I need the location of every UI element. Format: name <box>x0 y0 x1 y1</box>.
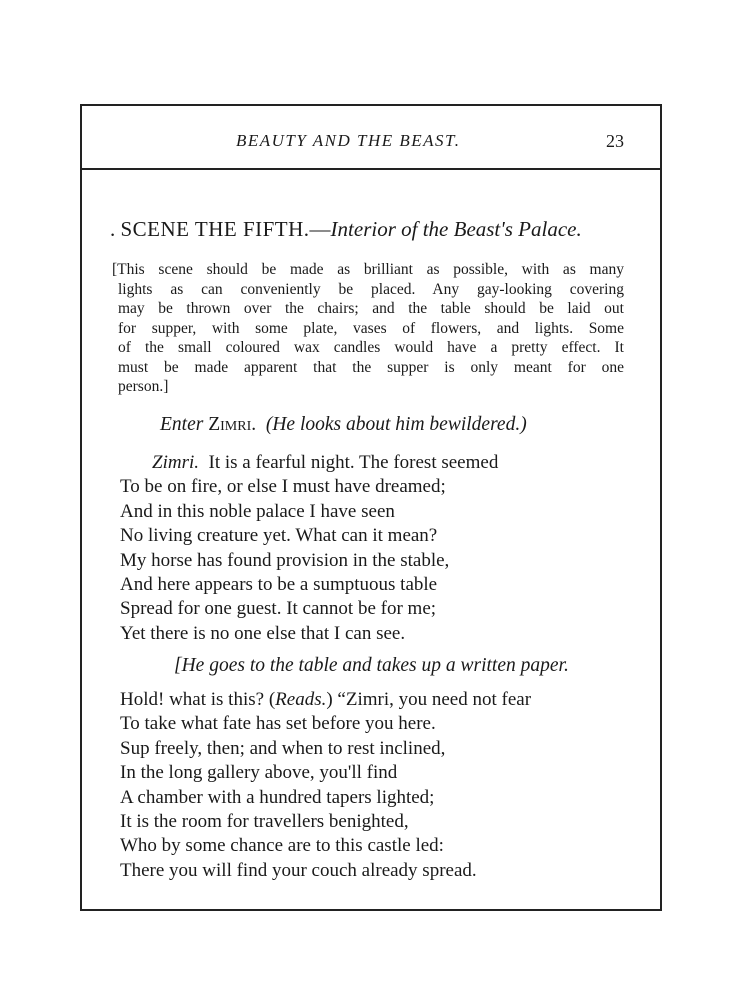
verse-line: And in this noble palace I have seen <box>120 500 395 522</box>
verse-line: And here appears to be a sumptuous table <box>120 574 438 596</box>
scene-description: Interior of the Beast's Palace. <box>330 217 582 241</box>
verse-line <box>120 688 640 712</box>
scene-dash: — <box>309 217 331 241</box>
stage-note-line: lights as can conveniently be placed. Any gay-looking covering <box>118 280 624 298</box>
header-rule <box>80 168 662 170</box>
verse-line-text: Hold! what is this? ( <box>120 689 276 710</box>
verse-line: In the long gallery above, you'll find <box>120 762 398 784</box>
verse-block-2 <box>120 688 640 883</box>
stage-note-line: must be made apparent that the supper is only meant for one <box>118 358 624 376</box>
verse-line: It is the room for travellers benighted, <box>120 811 409 833</box>
stage-note-line: [This scene should be made as brilliant as possible, with as many <box>112 261 624 278</box>
scene-prefix: . <box>110 217 121 241</box>
scene-title: SCENE THE FIFTH. <box>120 217 310 241</box>
running-title: BEAUTY AND THE BEAST. <box>236 131 461 150</box>
speaker-name: Zimri. <box>152 452 199 473</box>
character-name: Zimri. <box>208 414 257 435</box>
verse-line: Spread for one guest. It cannot be for me; <box>120 598 437 620</box>
verse-line: A chamber with a hundred tapers lighted; <box>120 786 435 808</box>
reads-direction: Reads. <box>275 689 327 710</box>
verse-line-text: ) “Zimri, you need not fear <box>326 689 532 710</box>
right-border-rule <box>660 105 662 910</box>
enter-word: Enter <box>160 414 204 435</box>
stage-note-line: person.] <box>118 378 169 395</box>
entrance-direction <box>160 414 527 436</box>
verse-line: No living creature yet. What can it mean? <box>120 525 438 547</box>
top-border-rule <box>80 104 662 106</box>
verse-line: To be on fire, or else I must have dreamed; <box>120 476 446 498</box>
stage-note-line: may be thrown over the chairs; and the table should be laid out <box>118 300 624 317</box>
verse-line: To take what fate has set before you here. <box>120 713 436 735</box>
verse-line <box>120 451 640 475</box>
verse-line: Who by some chance are to this castle led: <box>120 835 444 857</box>
verse-line: Yet there is no one else that I can see. <box>120 622 406 644</box>
verse-line-text: It is a fearful night. The forest seemed <box>208 452 499 473</box>
stage-note-line: for supper, with some plate, vases of flowers, and lights. Some <box>118 319 624 337</box>
verse-line: Sup freely, then; and when to rest inclined, <box>120 737 446 759</box>
stage-note <box>112 260 624 397</box>
stage-note-line: of the small coloured wax candles would have a pretty effect. It <box>118 339 624 356</box>
left-border-rule <box>80 105 82 910</box>
stage-direction: [He goes to the table and takes up a written paper. <box>174 655 569 676</box>
scene-heading <box>110 217 582 242</box>
bottom-border-rule <box>80 909 662 911</box>
verse-line: My horse has found provision in the stable, <box>120 549 450 571</box>
page-number: 23 <box>606 131 624 151</box>
verse-line: There you will find your couch already spread. <box>120 859 477 881</box>
verse-block-1 <box>120 451 640 646</box>
entrance-action: (He looks about him bewildered.) <box>265 414 527 435</box>
